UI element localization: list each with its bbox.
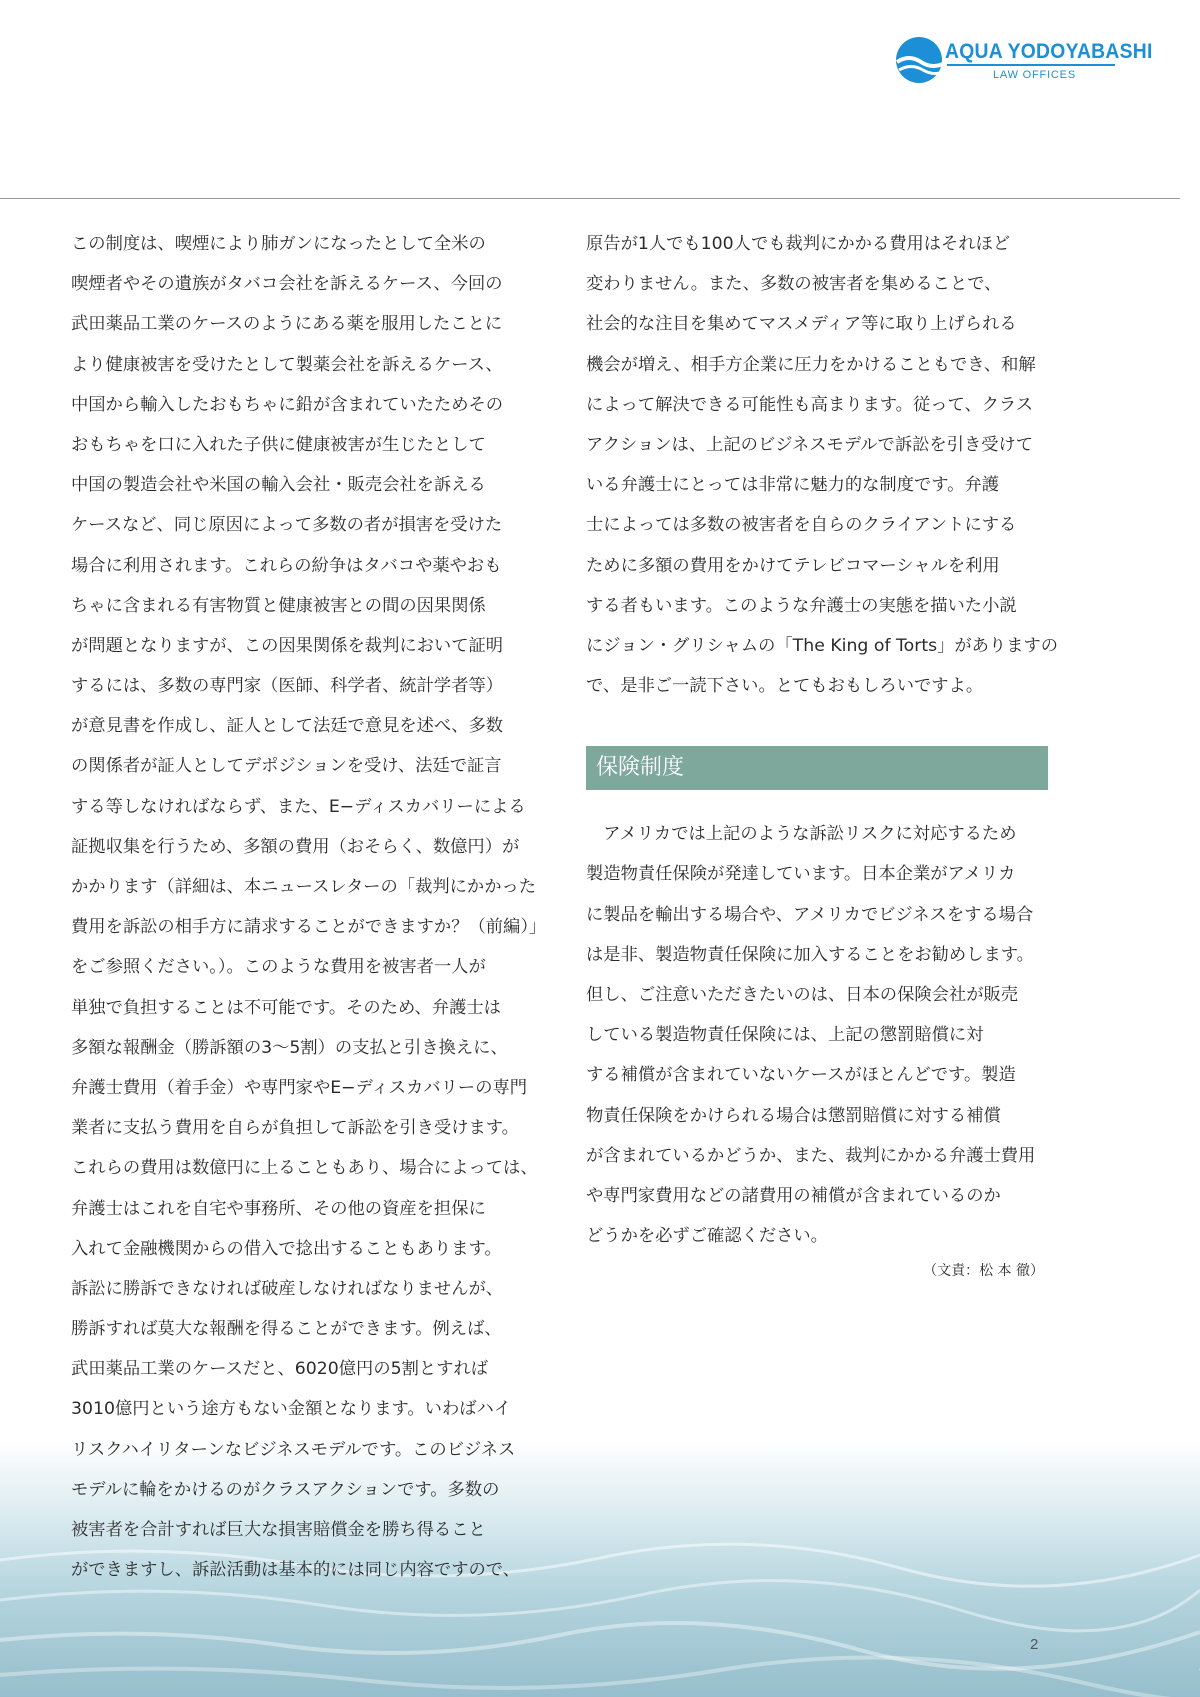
logo-wave-icon: [895, 34, 947, 86]
text-line: ために多額の費用をかけてテレビコマーシャルを利用: [586, 555, 1000, 576]
text-line: 被害者を合計すれば巨大な損害賠償金を勝ち得ること: [71, 1520, 486, 1540]
text-line: するには、多数の専門家（医師、科学者、統計学者等）: [71, 676, 504, 697]
right-paragraph-1: [586, 224, 1059, 706]
text-line: 原告が1人でも100人でも裁判にかかる費用はそれほど: [586, 234, 1011, 254]
text-line: は是非、製造物責任保険に加入することをお勧めします。: [586, 944, 1034, 965]
author-credit: （文責：松 本 徹）: [923, 1263, 1044, 1280]
text-line: 武田薬品工業のケースだと、6020億円の5割とすれば: [71, 1359, 489, 1380]
text-line: に製品を輸出する場合や、アメリカでビジネスをする場合: [586, 904, 1034, 925]
text-line: 弁護士はこれを自宅や事務所、その他の資産を担保に: [71, 1198, 486, 1219]
text-line: 多額な報酬金（勝訴額の3〜5割）の支払と引き換えに、: [71, 1037, 508, 1058]
text-line: や専門家費用などの諸費用の補償が含まれているのか: [586, 1185, 1001, 1206]
text-line: にジョン・グリシャムの「The King of Torts」がありますの: [586, 635, 1059, 656]
text-line: 社会的な注目を集めてマスメディア等に取り上げられる: [586, 314, 1017, 335]
text-line: が含まれているかどうか、また、裁判にかかる弁護士費用: [586, 1145, 1036, 1166]
text-line: 武田薬品工業のケースのようにある薬を服用したことに: [71, 314, 503, 335]
text-line: ができますし、訴訟活動は基本的には同じ内容ですので、: [71, 1560, 520, 1581]
text-line: する補償が含まれていないケースがほとんどです。製造: [586, 1065, 1016, 1086]
text-line: より健康被害を受けたとして製薬会社を訴えるケース、: [71, 354, 503, 375]
text-line: が問題となりますが、この因果関係を裁判において証明: [71, 635, 504, 656]
text-line: 証拠収集を行うため、多額の費用（おそらく、数億円）が: [71, 836, 520, 857]
text-line: 機会が増え、相手方企業に圧力をかけることもでき、和解: [586, 354, 1036, 375]
text-line: の関係者が証人としてデポジションを受け、法廷で証言: [71, 756, 502, 777]
page-number: 2: [1030, 1636, 1039, 1653]
text-line: 業者に支払う費用を自らが負担して訴訟を引き受けます。: [71, 1118, 519, 1139]
text-line: している製造物責任保険には、上記の懲罰賠償に対: [586, 1025, 984, 1046]
text-line: 場合に利用されます。これらの紛争はタバコや薬やおも: [71, 555, 502, 576]
text-line: 費用を訴訟の相手方に請求することができますか？（前編）」: [71, 917, 547, 938]
text-line: する等しなければならず、また、E−ディスカバリーによる: [71, 796, 526, 817]
section-title: 保険制度: [586, 746, 1048, 790]
text-line: 喫煙者やその遺族がタバコ会社を訴えるケース、今回の: [71, 274, 503, 295]
text-line: かかります（詳細は、本ニュースレターの「裁判にかかった: [71, 877, 537, 897]
left-column: [71, 224, 547, 1590]
text-line: 士によっては多数の被害者を自らのクライアントにする: [586, 515, 1017, 536]
text-line: 但し、ご注意いただきたいのは、日本の保険会社が販売: [586, 985, 1019, 1005]
text-line: モデルに輪をかけるのがクラスアクションです。多数の: [71, 1479, 500, 1500]
text-line: リスクハイリターンなビジネスモデルです。このビジネス: [71, 1439, 516, 1460]
header-divider: [0, 198, 1180, 199]
text-line: この制度は、喫煙により肺ガンになったとして全米の: [71, 234, 486, 254]
right-paragraph-2: [586, 814, 1048, 1256]
text-line: が意見書を作成し、証人として法廷で意見を述べ、多数: [71, 716, 504, 737]
text-line: ケースなど、同じ原因によって多数の者が損害を受けた: [71, 515, 503, 536]
logo-name: AQUA YODOYABASHI: [945, 40, 1153, 63]
text-line: 3010億円という途方もない金額となります。いわばハイ: [71, 1399, 512, 1420]
text-line: どうかを必ずご確認ください。: [586, 1226, 828, 1247]
text-line: 勝訴すれば莫大な報酬を得ることができます。例えば、: [71, 1319, 502, 1340]
text-line: で、是非ご一読下さい。とてもおもしろいですよ。: [586, 676, 984, 697]
text-line: おもちゃを口に入れた子供に健康被害が生じたとして: [71, 434, 486, 455]
text-line: 製造物責任保険が発達しています。日本企業がアメリカ: [586, 864, 1016, 885]
text-line: アクションは、上記のビジネスモデルで訴訟を引き受けて: [586, 434, 1034, 455]
text-line: 中国の製造会社や米国の輸入会社・販売会社を訴える: [71, 475, 486, 496]
firm-logo: [895, 34, 1153, 90]
text-line: ちゃに含まれる有害物質と健康被害との間の因果関係: [71, 595, 486, 616]
text-line: 訴訟に勝訴できなければ破産しなければなりませんが、: [71, 1278, 504, 1299]
text-line: 中国から輸入したおもちゃに鉛が含まれていたためその: [71, 394, 504, 415]
paragraph-gap: [586, 706, 1048, 746]
right-column: [586, 224, 1059, 1286]
logo-rule: [947, 64, 1115, 66]
text-line: をご参照ください。）。このような費用を被害者一人が: [71, 957, 486, 978]
text-line: する者もいます。このような弁護士の実態を描いた小説: [586, 595, 1017, 616]
text-line: アメリカでは上記のような訴訟リスクに対応するため: [586, 824, 1017, 845]
text-line: 物責任保険をかけられる場合は懲罰賠償に対する補償: [586, 1105, 1001, 1126]
text-line: 入れて金融機関からの借入で捻出することもあります。: [71, 1238, 502, 1259]
logo-subtitle: LAW OFFICES: [993, 69, 1076, 81]
text-line: いる弁護士にとっては非常に魅力的な制度です。弁護: [586, 475, 1000, 496]
text-line: これらの費用は数億円に上ることもあり、場合によっては、: [71, 1158, 538, 1179]
text-line: 単独で負担することは不可能です。そのため、弁護士は: [71, 997, 501, 1018]
text-line: によって解決できる可能性も高まります。従って、クラス: [586, 394, 1034, 415]
text-line: 弁護士費用（着手金）や専門家やE−ディスカバリーの専門: [71, 1077, 528, 1098]
text-line: 変わりません。また、多数の被害者を集めることで、: [586, 274, 1002, 295]
